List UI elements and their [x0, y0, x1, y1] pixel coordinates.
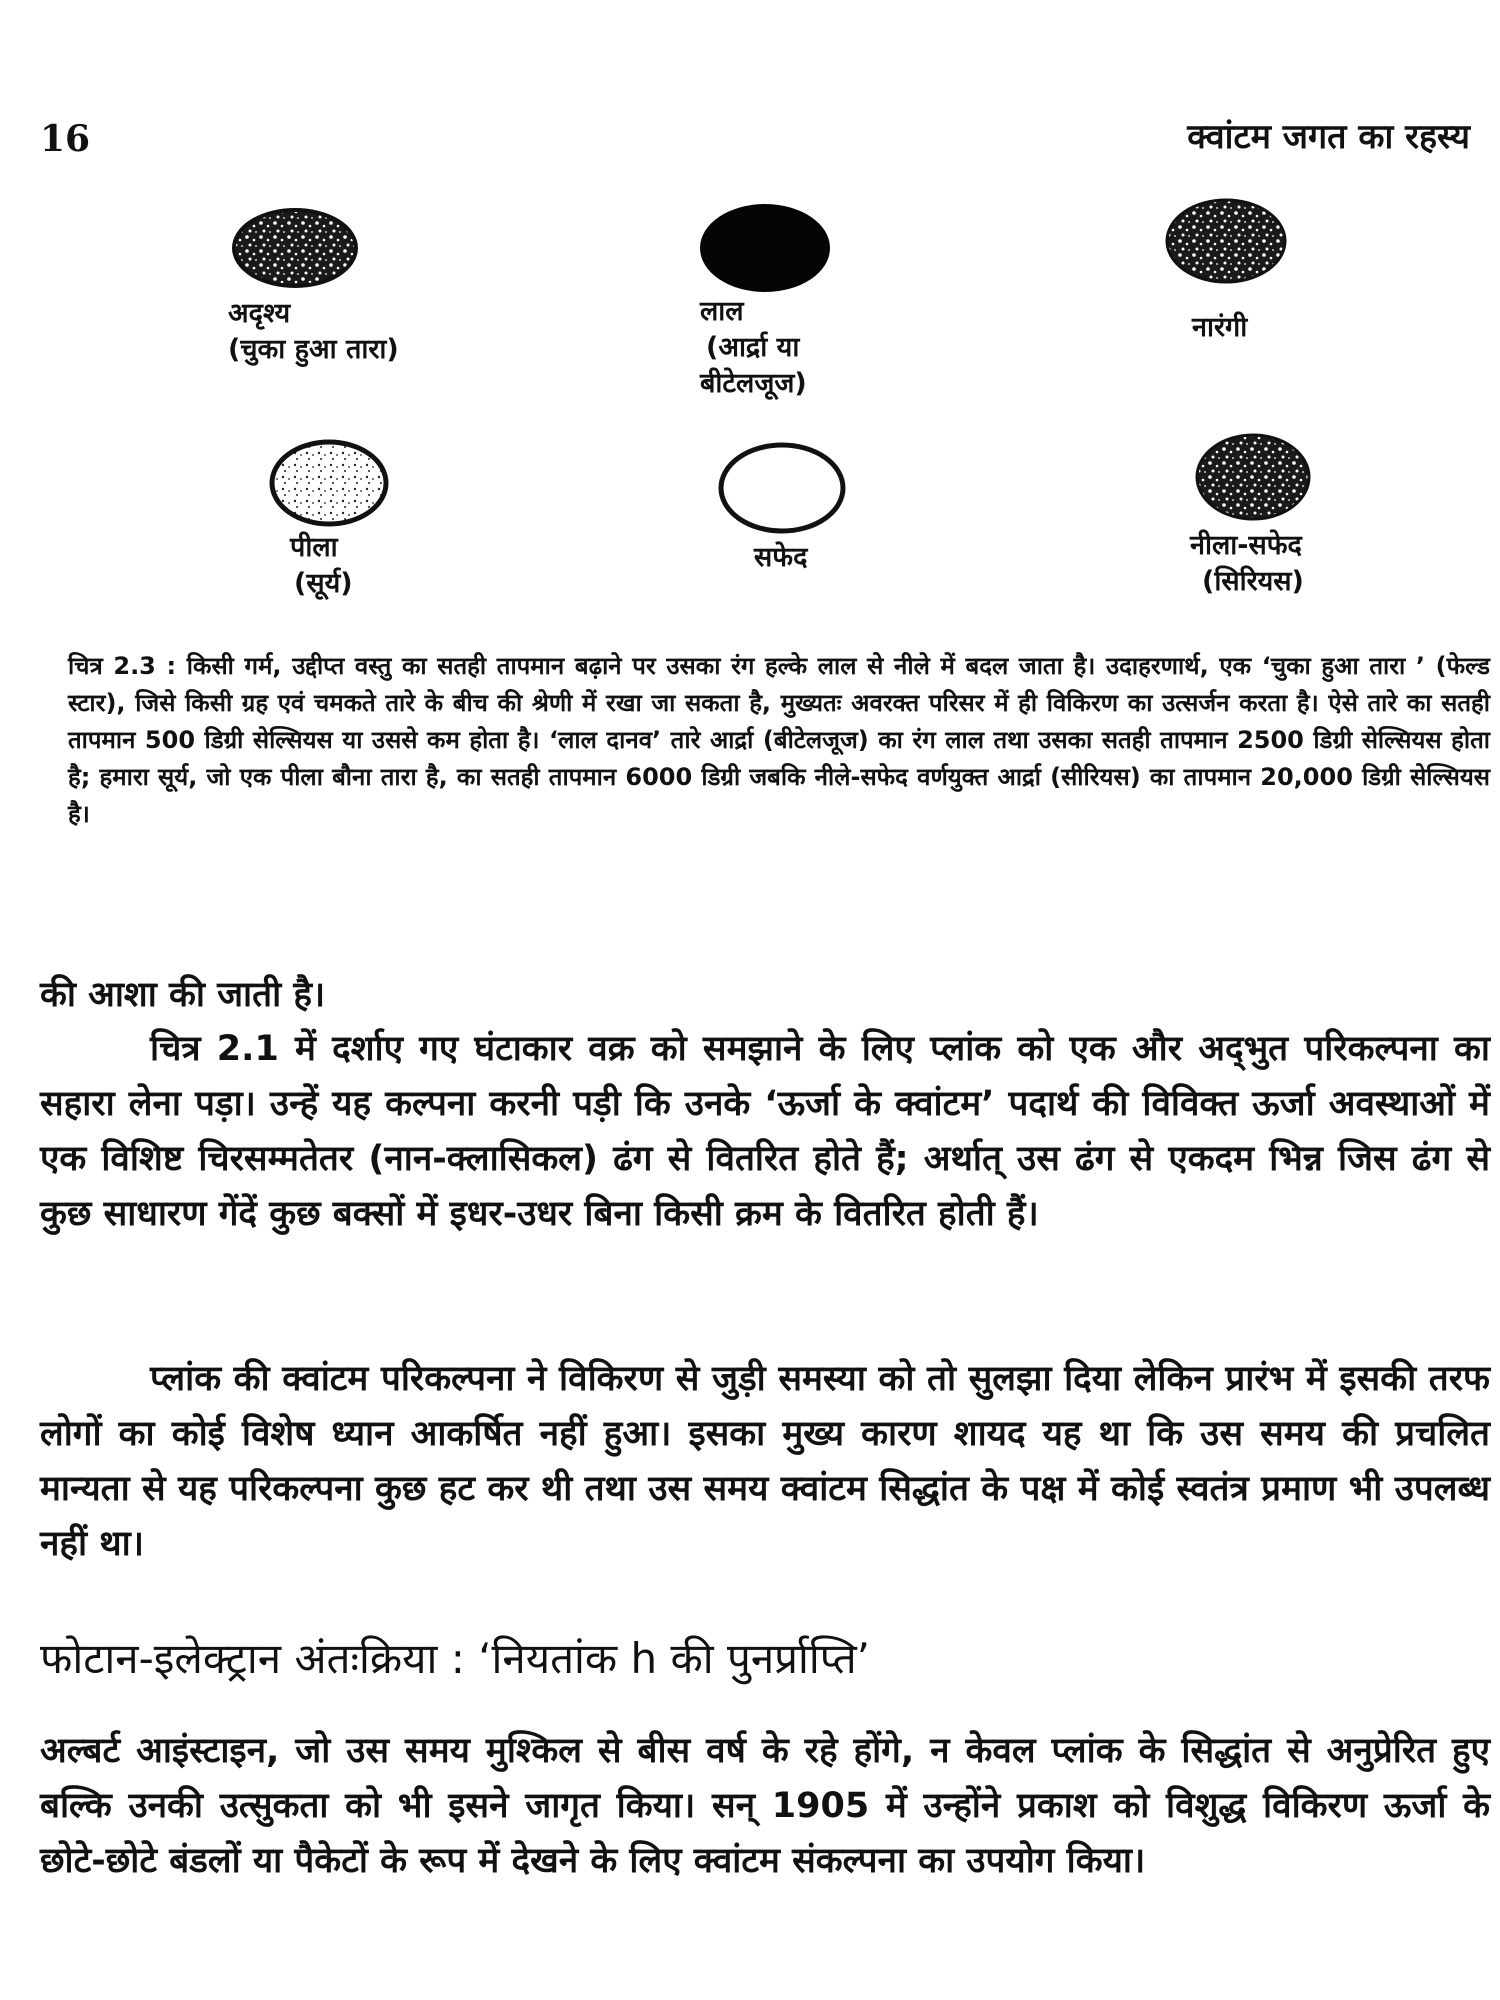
- page-number: 16: [40, 118, 91, 160]
- running-title: क्वांटम जगत का रहस्य: [1187, 117, 1470, 157]
- star-orange: [1163, 196, 1289, 286]
- star-blue-white: [1193, 432, 1313, 522]
- paragraph-1: चित्र 2.1 में दर्शाए गए घंटाकार वक्र को समझाने के लिए प्लांक को एक और अद्‌भुत परिकल्पना का सहारा लेना पड़ा। उन्हें यह कल्पना करनी पड़ी कि उनके ‘ऊर्जा के क्वांटम’ पदार्थ की विविक्त ऊर्जा अवस्थाओं में एक विशिष्ट चिरसम्मतेतर (नान-क्लासिकल) ढंग से वितरित होते हैं; अर्थात् उस ढंग से एकदम भिन्न जिस ढंग से कुछ साधारण गेंदें कुछ बक्सों में इधर-उधर बिना किसी क्रम के वितरित होती हैं।: [40, 1029, 1490, 1234]
- star-label-blue-white: नीला-सफेद (सिरियस): [1190, 530, 1304, 597]
- star-invisible: [230, 206, 360, 290]
- star-white: [716, 440, 848, 536]
- stippled-dark-circle-icon: [230, 206, 360, 290]
- star-label-invisible: अदृश्य (चुका हुआ तारा): [228, 298, 399, 365]
- paragraph-3: अल्बर्ट आइंस्टाइन, जो उस समय मुश्किल से बीस वर्ष के रहे होंगे, न केवल प्लांक के सिद्धांत से अनुप्रेरित हुए बल्कि उनकी उत्सुकता को भी इसने जागृत किया। सन् 1905 में उन्होंने प्रकाश को विशुद्ध विकिरण ऊर्जा के छोटे-छोटे बंडलों या पैकेटों के रूप में देखने के लिए क्वांटम संकल्पना का उपयोग किया।: [40, 1731, 1490, 1881]
- figure-caption: चित्र 2.3 : किसी गर्म, उद्दीप्त वस्तु का सतही तापमान बढ़ाने पर उसका रंग हल्के लाल से नीले में बदल जाता है। उदाहरणार्थ, एक ‘चुका हुआ तारा ’ (फेल्ड स्टार), जिसे किसी ग्रह एवं चमकते तारे के बीच की श्रेणी में रखा जा सकता है, मुख्यतः अवरक्त परिसर में ही विकिरण का उत्सर्जन करता है। ऐसे तारे का सतही तापमान 500 डिग्री सेल्सियस या उससे कम होता है। ‘लाल दानव’ तारे आर्द्रा (बीटेलजूज) का रंग लाल तथा उसका सतही तापमान 2500 डिग्री सेल्सियस होता है; हमारा सूर्य, जो एक पीला बौना तारा है, का सतही तापमान 6000 डिग्री जबकि नीले-सफेद वर्णयुक्त आर्द्रा (सीरियस) का तापमान 20,000 डिग्री सेल्सियस है।: [68, 652, 1490, 828]
- star-label-red: लाल (आर्द्रा या बीटेलजूज): [700, 296, 807, 399]
- star-label-orange: नारंगी: [1192, 312, 1248, 343]
- star-red: [695, 200, 835, 296]
- section-heading: फोटान-इलेक्ट्रान अंतःक्रिया : ‘नियतांक h की पुनर्प्राप्ति’: [40, 1634, 871, 1683]
- star-label-white: सफेद: [754, 542, 808, 573]
- paragraph-2: प्लांक की क्वांटम परिकल्पना ने विकिरण से जुड़ी समस्या को तो सुलझा दिया लेकिन प्रारंभ में इसकी तरफ लोगों का कोई विशेष ध्यान आकर्षित नहीं हुआ। इसका मुख्य कारण शायद यह था कि उस समय की प्रचलित मान्यता से यह परिकल्पना कुछ हट कर थी तथा उस समय क्वांटम सिद्धांत के पक्ष में कोई स्वतंत्र प्रमाण भी उपलब्ध नहीं था।: [40, 1359, 1490, 1564]
- star-label-yellow: पीला (सूर्य): [290, 532, 353, 599]
- solid-black-circle-icon: [695, 200, 835, 296]
- stippled-dark-circle-icon: [1193, 432, 1313, 522]
- empty-circle-icon: [716, 440, 848, 536]
- star-yellow: [268, 438, 390, 528]
- continuation-line: की आशा की जाती है।: [40, 975, 326, 1015]
- stippled-light-circle-icon: [268, 438, 390, 528]
- stippled-dark-circle-icon: [1163, 196, 1289, 286]
